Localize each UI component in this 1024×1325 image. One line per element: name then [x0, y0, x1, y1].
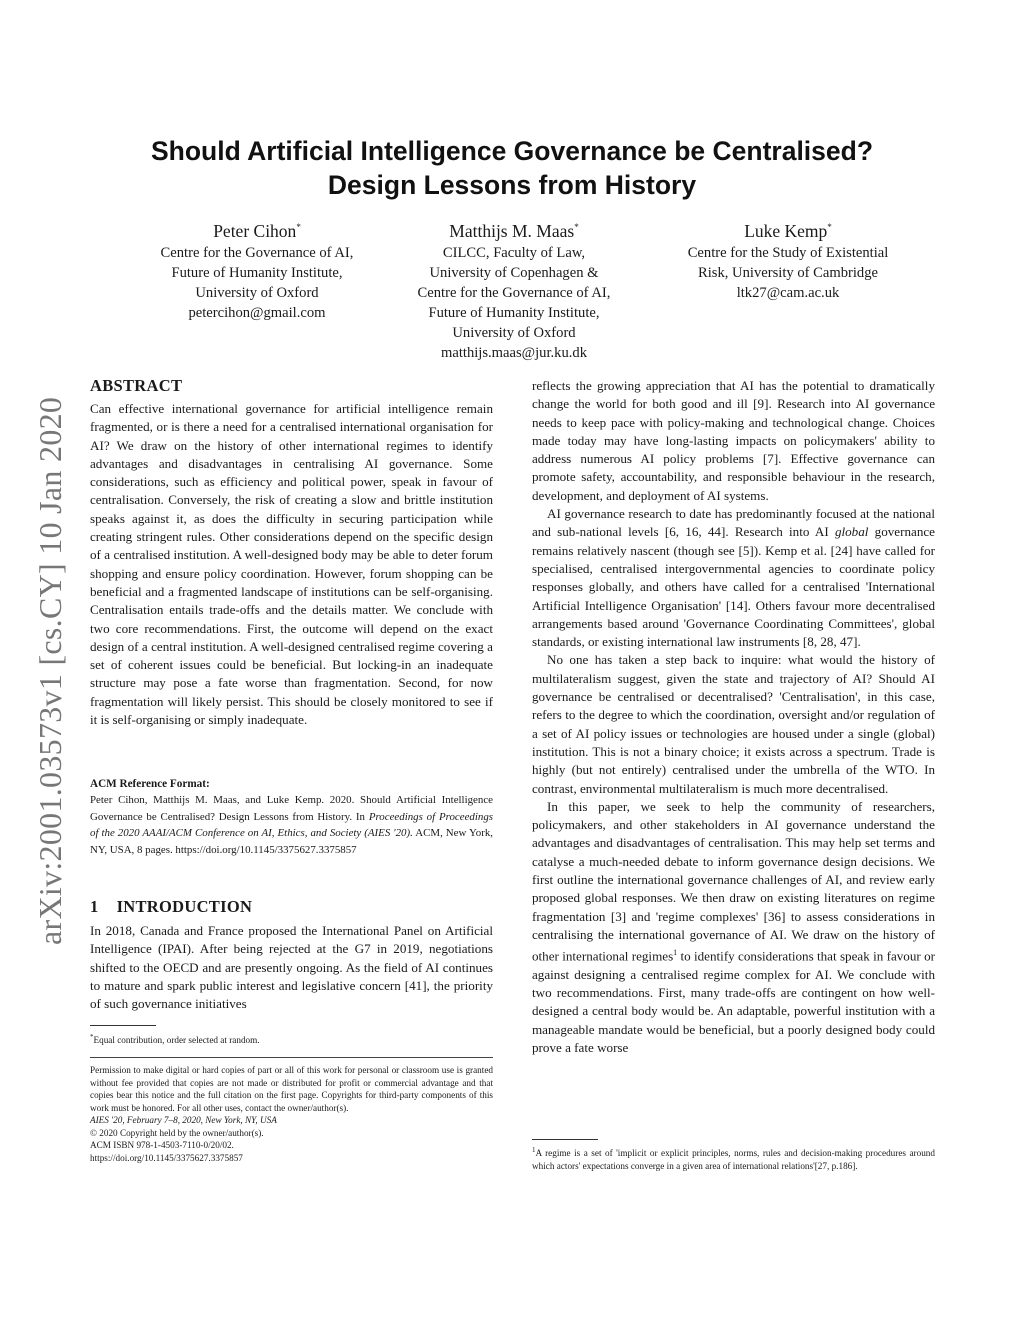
- title-line-1: Should Artificial Intelligence Governance be Centralised?: [150, 136, 874, 166]
- right-p2-emph: global: [834, 524, 869, 540]
- doi-line: https://doi.org/10.1145/3375627.3375857: [90, 1152, 243, 1163]
- acm-reference-heading: ACM Reference Format:: [90, 778, 210, 790]
- footnote-rule: [90, 1025, 156, 1026]
- author-affiliation: Future of Humanity Institute,: [428, 305, 600, 321]
- intro-p1: In 2018, Canada and France proposed the International Panel on Artificial Intelligence (IPAI). After being rejected at the G7 in 2019, negotiations shifted to the OECD and are presently ongoing. As the field of AI continues to mature and spark public interest and legislative concern [41], the priority of such governance initiatives: [90, 923, 493, 1012]
- arxiv-identifier: arXiv:2001.03573v1 [cs.CY] 10 Jan 2020: [32, 396, 68, 945]
- footnote-rule-right: [532, 1139, 598, 1140]
- author-block-3: [638, 219, 938, 303]
- author-affiliation: CILCC, Faculty of Law,: [442, 245, 586, 261]
- author-email: matthijs.maas@jur.ku.dk: [441, 345, 587, 361]
- abstract-body: Can effective international governance for artificial intelligence remain fragmented, or is there a need for a centralised international organisation for AI? We draw on the history of other international regimes to identify advantages and disadvantages in centralising AI governance. Some considerations, such as efficiency and political power, speak in favour of centralisation. Conversely, the risk of creating a slow and brittle institution speaks against it, as does the difficulty in securing participation while creating stringent rules. Other considerations depend on the specific design of a centralised institution. A well-designed body may be able to deter forum shopping and ensure policy coordination. However, forum shopping can be beneficial and a fragmented landscape of institutions can be self-organising. Centralisation entails trade-offs and the details matter. We conclude with two core recommendations. First, the outcome will depend on the exact design of a central institution. A well-designed centralised regime covering a set of coherent issues could be beneficial. But locking-in an inadequate structure may pose a fate worse than fragmentation. Second, for now fragmentation will likely persist. This should be closely monitored to see if it is self-organising or simply inadequate.: [90, 401, 493, 728]
- intro-heading: [90, 896, 252, 918]
- paper-title: [80, 134, 944, 202]
- author-affiliation: Risk, University of Cambridge: [698, 265, 878, 281]
- footnote-1-mark: 1: [532, 1146, 536, 1154]
- section-title: INTRODUCTION: [116, 897, 253, 916]
- author-affiliation: Centre for the Governance of AI,: [160, 245, 354, 261]
- acm-reference-tail: ACM, New York, NY, USA, 8 pages. https://doi.org/10.1145/3375627.3375857: [90, 827, 493, 856]
- author-affiliation: University of Oxford: [195, 285, 319, 301]
- right-p3: No one has taken a step back to inquire: what would the history of multilateralism suggest, given the state and trajectory of AI? Should AI governance be centralised or decentralised? 'Centralisation', in this case, refers to the degree to which the coordination, oversight and/or regulation of a set of AI policy issues or technologies are housed under a single (global) institution. This is not a binary choice; it exists across a spectrum. Trade is highly (but not entirely) centralised under the umbrella of the WTO. In contrast, environmental multilateralism is much more decentralised.: [532, 652, 935, 796]
- right-p4: [532, 798, 935, 1058]
- author-email: petercihon@gmail.com: [188, 305, 326, 321]
- footnote-1-text: A regime is a set of 'implicit or explicit principles, norms, rules and decision-making procedures around which actors' expectations converge in a given area of international relations'[27, p.186].: [532, 1148, 935, 1171]
- section-number: 1: [90, 897, 99, 916]
- author-affiliation: Future of Humanity Institute,: [171, 265, 343, 281]
- right-p2-start: AI governance research to date has predominantly focused at the national and sub-national levels [6, 16, 44]. Research into AI: [532, 506, 935, 540]
- equal-contribution-note: [90, 1031, 493, 1047]
- right-p4-end: to identify considerations that speak in favour or against designing a centralised regime complex for AI. We conclude with two recommendations. First, many trade-offs are contingent on how well-designed a central body would be. An adaptable, powerful institution with a manageable mandate would be beneficial, but a poorly designed body could prove a fate worse: [532, 948, 935, 1056]
- author-mark: *: [574, 222, 579, 232]
- author-mark: *: [827, 222, 832, 232]
- isbn-line: ACM ISBN 978-1-4503-7110-0/20/02.: [90, 1140, 234, 1150]
- title-line-2: Design Lessons from History: [327, 170, 697, 200]
- venue-line: AIES '20, February 7–8, 2020, New York, NY, USA: [90, 1115, 277, 1125]
- author-affiliation: University of Oxford: [452, 325, 576, 341]
- permission-block: [90, 1064, 493, 1164]
- author-mark: *: [296, 222, 301, 232]
- intro-paragraph: [90, 922, 493, 1013]
- author-affiliation: Centre for the Governance of AI,: [417, 285, 611, 301]
- footnote-1: [532, 1144, 935, 1172]
- author-affiliation: Centre for the Study of Existential: [687, 245, 889, 261]
- right-p2-end: governance remains relatively nascent (though see [5]). Kemp et al. [24] have called for specialised, centralised intergovernmental agencies to coordinate policy responses globally, and others have called for a centralised 'International Artificial Intelligence Organisation' [14]. Others favour more decentralised arrangements based around 'Governance Coordinating Committees', global standards, or existing international law instruments [8, 28, 47].: [532, 524, 935, 650]
- acm-reference-text: [90, 792, 493, 858]
- author-name: Luke Kemp: [744, 221, 828, 241]
- acm-reference-body: Peter Cihon, Matthijs M. Maas, and Luke Kemp. 2020. Should Artificial Intelligence Governance be Centralised? Design Lessons from History. In: [90, 794, 493, 823]
- author-name: Matthijs M. Maas: [449, 221, 575, 241]
- equal-contribution-text: Equal contribution, order selected at random.: [93, 1035, 260, 1046]
- permission-rule: [90, 1057, 493, 1058]
- author-block-2: [369, 219, 659, 363]
- permission-text: Permission to make digital or hard copies of part or all of this work for personal or classroom use is granted without fee provided that copies are not made or distributed for profit or commercial advantage and that copies bear this notice and the full citation on the first page. Copyrights for third-party components of this work must be honored. For all other uses, contact the owner/author(s).: [90, 1065, 493, 1113]
- copyright-line: © 2020 Copyright held by the owner/author(s).: [90, 1127, 264, 1138]
- acm-reference-proceedings: Proceedings of Proceedings of the 2020 AAAI/ACM Conference on AI, Ethics, and Society (AIES '20).: [90, 810, 494, 839]
- footnote-mark: *: [90, 1033, 94, 1041]
- right-p4-start: In this paper, we seek to help the community of researchers, policymakers, and other stakeholders in AI governance understand the advantages and disadvantages of centralisation. This may help set terms and catalyse a much-needed debate to inform governance design decisions. We first outline the international governance challenges of AI, and review early proposed global responses. We then draw on existing literatures on regime fragmentation [3] and 'regime complexes' [36] to assess considerations in centralising the international governance of AI. We draw on the history of other international regimes: [532, 798, 935, 964]
- abstract-text: [90, 400, 493, 729]
- abstract-heading: ABSTRACT: [90, 376, 183, 395]
- footnote-ref: 1: [673, 948, 678, 958]
- author-email: ltk27@cam.ac.uk: [736, 285, 840, 301]
- author-block-1: [112, 219, 402, 323]
- author-name: Peter Cihon: [213, 221, 297, 241]
- author-affiliation: University of Copenhagen &: [429, 265, 599, 281]
- right-column: [532, 377, 935, 1057]
- right-p1: reflects the growing appreciation that AI has the potential to dramatically change the world for both good and ill [9]. Research into AI governance needs to keep pace with policy-making and technological change. Choices made today may have long-lasting impacts on policymakers' ability to address numerous AI policy problems [7]. Effective governance can promote safety, accountability, and responsible behaviour in the research, development, and deployment of AI systems.: [532, 378, 935, 503]
- right-p2: [532, 505, 935, 651]
